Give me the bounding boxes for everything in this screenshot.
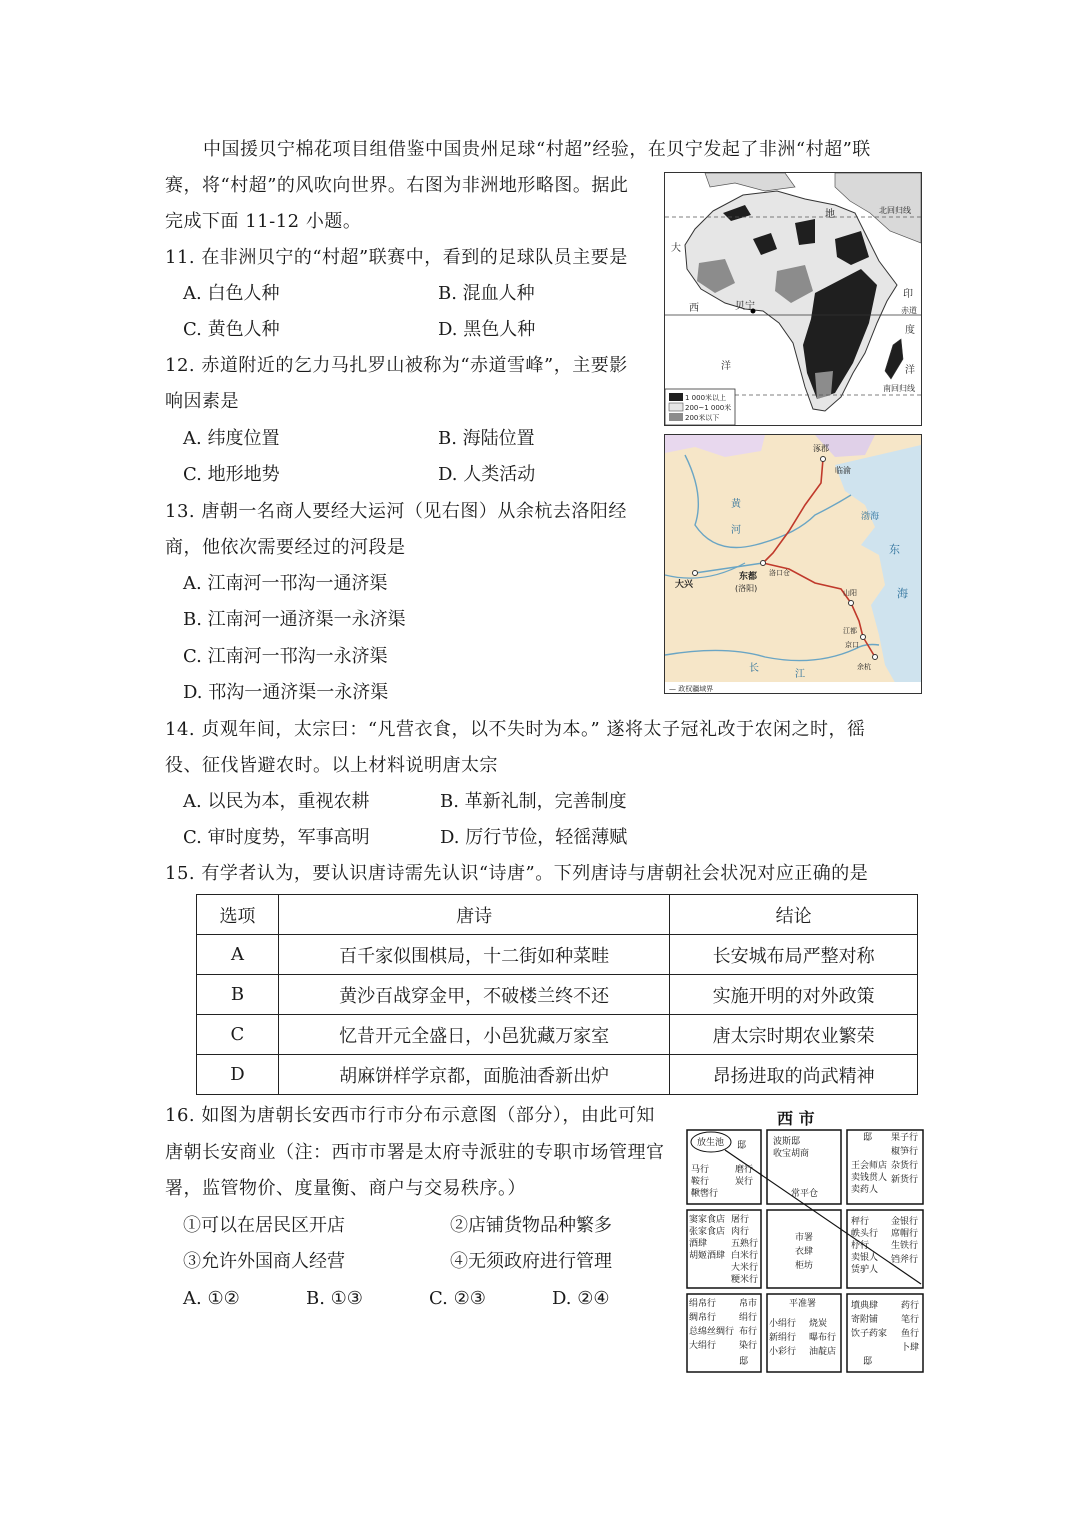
- q11-option-a[interactable]: A. 白色人种: [183, 283, 280, 304]
- market-cell: 屠行: [731, 1215, 750, 1225]
- market-cell: 常平仓: [791, 1189, 819, 1199]
- table-cell: 黄沙百战穿金甲，不破楼兰终不还: [278, 975, 669, 1015]
- market-marker: 邸: [863, 1133, 873, 1143]
- map-label: 河: [731, 525, 741, 536]
- q11-option-c[interactable]: C. 黄色人种: [183, 319, 280, 340]
- market-cell: 铛斧行: [891, 1255, 919, 1265]
- table-cell: 昂扬进取的尚武精神: [670, 1055, 918, 1095]
- west-market-map: [685, 1104, 925, 1376]
- map-label: 地: [825, 209, 835, 220]
- market-cell: 酒肆: [689, 1239, 708, 1249]
- q16-statement-3: ③允许外国商人经营: [183, 1251, 345, 1272]
- market-cell: 药行: [901, 1301, 920, 1311]
- q12-stem-2: 响因素是: [165, 391, 239, 412]
- market-cell: 鞦辔行: [691, 1189, 719, 1199]
- market-cell: 波斯邸: [773, 1137, 801, 1147]
- market-cell: 帛市: [739, 1299, 758, 1309]
- table-cell: C: [197, 1015, 279, 1055]
- market-cell: 窦家食店: [689, 1215, 726, 1225]
- q16-option-d[interactable]: D. ②④: [552, 1288, 610, 1309]
- q16-option-c[interactable]: C. ②③: [429, 1288, 486, 1309]
- market-marker: 邸: [737, 1141, 747, 1151]
- table-header: 唐诗: [278, 895, 669, 935]
- xishi-map-svg: [685, 1104, 925, 1376]
- market-cell: 赁驴人: [851, 1265, 879, 1275]
- q12-stem-1: 12. 赤道附近的乞力马扎罗山被称为“赤道雪峰”，主要影: [165, 355, 628, 376]
- q12-option-c[interactable]: C. 地形地势: [183, 464, 280, 485]
- market-cell: 生铁行: [891, 1241, 919, 1251]
- table-cell: 唐太宗时期农业繁荣: [670, 1015, 918, 1055]
- market-cell: 秤行: [851, 1217, 870, 1227]
- market-cell: 大绢行: [689, 1341, 717, 1351]
- market-cell: 染行: [739, 1341, 758, 1351]
- map-label: 涿郡: [813, 444, 829, 453]
- market-cell: 五熟行: [731, 1239, 759, 1249]
- table-row: [197, 975, 918, 1015]
- map-label: 大: [671, 243, 681, 254]
- map-label: 黄: [731, 499, 741, 510]
- map-label: 临渝: [835, 466, 851, 475]
- fangshengchi-label: 放生池: [697, 1138, 725, 1148]
- map-label: 洋: [905, 365, 915, 376]
- table-cell: 长安城布局严整对称: [670, 935, 918, 975]
- market-cell: 衣肆: [795, 1247, 814, 1257]
- market-cell: 大米行: [731, 1263, 759, 1273]
- q16-option-b[interactable]: B. ①③: [306, 1288, 363, 1309]
- market-cell: 粳米行: [731, 1275, 759, 1285]
- map-label: 东: [889, 543, 900, 556]
- market-cell: 墳典肆: [851, 1301, 879, 1311]
- table-cell: A: [197, 935, 279, 975]
- market-cell: 饮子药家: [851, 1329, 888, 1339]
- q14-option-b[interactable]: B. 革新礼制，完善制度: [440, 791, 627, 812]
- intro-line-3: 完成下面 11-12 小题。: [165, 211, 362, 232]
- q11-stem: 11. 在非洲贝宁的“村超”联赛中，看到的足球队员主要是: [165, 247, 628, 268]
- market-cell: 鱼行: [901, 1329, 920, 1339]
- q12-option-a[interactable]: A. 纬度位置: [183, 428, 280, 449]
- map-label: 余杭: [857, 663, 871, 671]
- q15-stem: 15. 有学者认为，要认识唐诗需先认识“诗唐”。下列唐诗与唐朝社会状况对应正确的是: [165, 863, 869, 884]
- legend-label: 200米以下: [685, 414, 720, 422]
- map-label: 长: [749, 663, 759, 674]
- map-label: 南回归线: [883, 384, 915, 393]
- table-cell: 实施开明的对外政策: [670, 975, 918, 1015]
- q16-option-a[interactable]: A. ①②: [183, 1288, 240, 1309]
- map-label: 京口: [845, 641, 859, 649]
- map-label: 贝宁: [735, 301, 755, 312]
- market-cell: 笔行: [901, 1315, 920, 1325]
- market-cell: 卖钱贯人: [851, 1173, 888, 1183]
- market-cell: 柜坊: [795, 1261, 814, 1271]
- q16-stem-2: 唐朝长安商业（注：西市市署是太府寺派驻的专职市场管理官: [165, 1142, 665, 1163]
- q14-option-a[interactable]: A. 以民为本，重视农耕: [183, 791, 370, 812]
- market-cell: 杼行: [851, 1241, 870, 1251]
- market-cell: 炭行: [735, 1177, 754, 1187]
- map-label: 洋: [721, 361, 731, 372]
- q13-option-b[interactable]: B. 江南河一通济渠一永济渠: [183, 609, 406, 630]
- xishi-title: 西 市: [777, 1109, 815, 1128]
- q14-option-c[interactable]: C. 审时度势，军事高明: [183, 827, 370, 848]
- q12-option-b[interactable]: B. 海陆位置: [438, 428, 535, 449]
- table-row: [197, 935, 918, 975]
- q14-stem-1: 14. 贞观年间，太宗曰：“凡营衣食，以不失时为本。” 遂将太子冠礼改于农闲之时，徭: [165, 719, 866, 740]
- map-label: (洛阳): [735, 584, 758, 593]
- market-cell: 市署: [795, 1233, 814, 1243]
- table-cell: 胡麻饼样学京都，面脆油香新出炉: [278, 1055, 669, 1095]
- market-cell: 曝布行: [809, 1333, 837, 1343]
- table-cell: B: [197, 975, 279, 1015]
- q16-statement-4: ④无须政府进行管理: [450, 1251, 612, 1272]
- market-cell: 小绢行: [769, 1319, 797, 1329]
- q16-statement-1: ①可以在居民区开店: [183, 1215, 345, 1236]
- q16-stem-3: 署，监管物价、度量衡、商户与交易秩序。）: [165, 1178, 526, 1199]
- map-label: 江: [795, 669, 805, 680]
- market-cell: 马行: [691, 1165, 710, 1175]
- market-cell: 胡姬酒肆: [689, 1251, 726, 1261]
- q12-option-d[interactable]: D. 人类活动: [438, 464, 536, 485]
- q13-option-d[interactable]: D. 邗沟一通济渠一永济渠: [183, 682, 389, 703]
- q13-stem-2: 商，他依次需要经过的河段是: [165, 537, 406, 558]
- map-label: 北回归线: [879, 206, 911, 215]
- table-cell: D: [197, 1055, 279, 1095]
- market-cell: 卖药人: [851, 1185, 879, 1195]
- map-label: 大兴: [675, 580, 694, 590]
- market-cell: 王会师店: [851, 1161, 888, 1171]
- table-cell: 百千家似围棋局，十二街如种菜畦: [278, 935, 669, 975]
- map-label: 海: [897, 587, 908, 600]
- market-cell: 卜肆: [901, 1343, 920, 1353]
- africa-map-svg: [665, 173, 921, 425]
- map-label: 渤海: [861, 512, 880, 522]
- q16-stem-1: 16. 如图为唐朝长安西市行市分布示意图（部分），由此可知: [165, 1105, 655, 1126]
- market-marker: 邸: [863, 1357, 873, 1367]
- market-cell: 油靛店: [809, 1347, 837, 1357]
- market-cell: 金银行: [891, 1217, 919, 1227]
- q11-option-b[interactable]: B. 混血人种: [438, 283, 535, 304]
- market-cell: 椒笋行: [891, 1147, 919, 1157]
- market-cell: 绢行: [739, 1313, 758, 1323]
- map-label: 赤道: [901, 306, 917, 315]
- map-label: 西: [689, 303, 699, 314]
- market-cell: 新绢行: [769, 1333, 797, 1343]
- q13-option-c[interactable]: C. 江南河一邗沟一永济渠: [183, 646, 388, 667]
- intro-line-2: 赛，将“村超”的风吹向世界。右图为非洲地形略图。据此: [165, 175, 629, 196]
- market-cell: 寄附铺: [851, 1315, 879, 1325]
- q14-stem-2: 役、征伐皆避农时。以上材料说明唐太宗: [165, 755, 498, 776]
- market-cell: 帙头行: [851, 1229, 879, 1239]
- table-header: 选项: [197, 895, 279, 935]
- map-label: 山阳: [843, 589, 857, 597]
- legend-label: — 政权疆域界: [669, 685, 714, 693]
- market-cell: 绢帛行: [689, 1299, 717, 1309]
- market-cell: 小彩行: [769, 1347, 797, 1357]
- table-header-row: [197, 895, 918, 935]
- q14-option-d[interactable]: D. 厉行节俭，轻徭薄赋: [440, 827, 628, 848]
- table-cell: 忆昔开元全盛日，小邑犹藏万家室: [278, 1015, 669, 1055]
- map-label: 洛口仓: [769, 569, 790, 577]
- market-cell: 收宝胡商: [773, 1149, 810, 1159]
- africa-terrain-map: [664, 172, 922, 426]
- market-cell: 果子行: [891, 1133, 919, 1143]
- market-cell: 烧炭: [809, 1319, 828, 1329]
- legend-label: 1 000米以上: [685, 394, 727, 402]
- map-label: 印: [903, 289, 913, 300]
- q15-table: [196, 894, 918, 1095]
- q16-statement-2: ②店铺货物品种繁多: [450, 1215, 612, 1236]
- market-cell: 席帽行: [891, 1229, 919, 1239]
- market-cell: 新货行: [891, 1175, 919, 1185]
- market-cell: 布行: [739, 1327, 758, 1337]
- grand-canal-map: [664, 434, 922, 694]
- market-cell: 平准署: [789, 1299, 817, 1309]
- market-cell: 总绵丝绸行: [689, 1327, 735, 1337]
- market-cell: 白米行: [731, 1251, 759, 1261]
- legend-label: 200~1 000米: [685, 404, 732, 412]
- market-cell: 鞍行: [691, 1177, 710, 1187]
- table-header: 结论: [670, 895, 918, 935]
- market-cell: 张家食店: [689, 1227, 726, 1237]
- q11-option-d[interactable]: D. 黑色人种: [438, 319, 536, 340]
- q13-stem-1: 13. 唐朝一名商人要经大运河（见右图）从余杭去洛阳经: [165, 501, 627, 522]
- map-label: 东都: [739, 572, 758, 582]
- market-marker: 邸: [739, 1357, 749, 1367]
- market-cell: 肉行: [731, 1227, 750, 1237]
- market-cell: 杂货行: [891, 1161, 919, 1171]
- table-row: [197, 1015, 918, 1055]
- intro-line-1: 中国援贝宁棉花项目组借鉴中国贵州足球“村超”经验，在贝宁发起了非洲“村超”联: [203, 139, 871, 160]
- market-cell: 绸帛行: [689, 1313, 717, 1323]
- market-cell: 卖银人: [851, 1253, 879, 1263]
- q13-option-a[interactable]: A. 江南河一邗沟一通济渠: [183, 573, 388, 594]
- canal-map-svg: [665, 435, 921, 693]
- market-cell: 磨行: [735, 1165, 754, 1175]
- map-label: 度: [905, 325, 915, 336]
- map-label: 江都: [843, 627, 857, 635]
- table-row: [197, 1055, 918, 1095]
